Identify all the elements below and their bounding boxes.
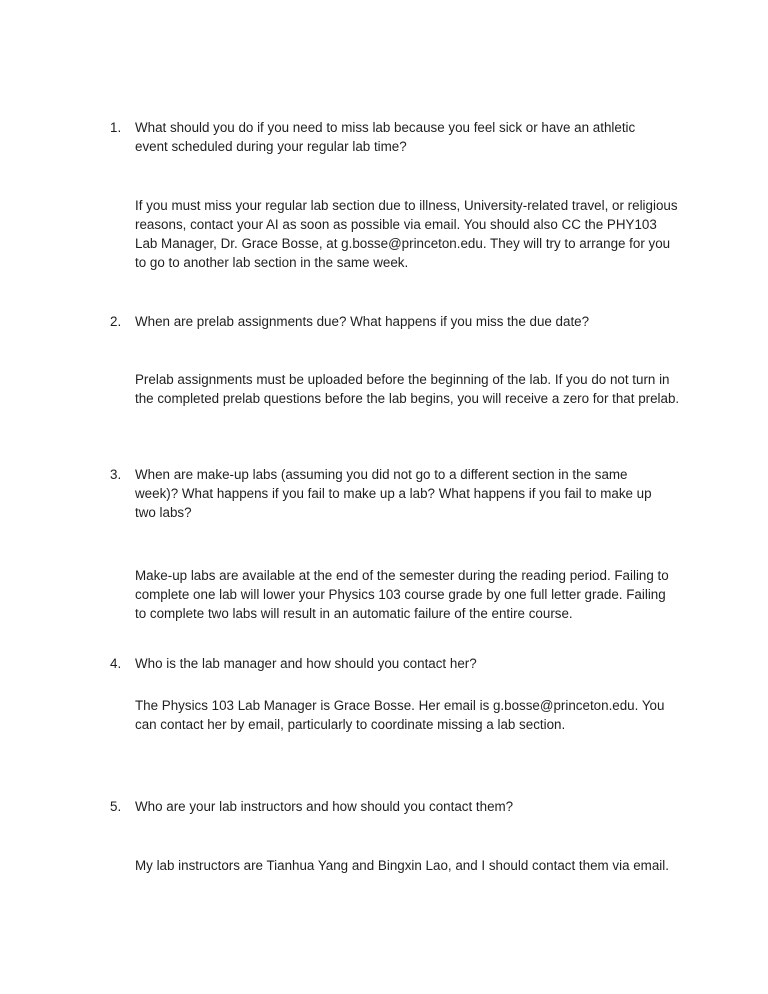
question-text: When are make-up labs (assuming you did not go to a different section in the same week)? What happens if you fail to make up a lab? What happens if you fail to make up two labs?	[135, 467, 652, 520]
question-number: 2.	[110, 314, 122, 329]
question-4	[110, 654, 670, 673]
question-text: What should you do if you need to miss lab because you feel sick or have an athletic event scheduled during your regular lab time?	[135, 120, 636, 154]
question-text: Who is the lab manager and how should you contact her?	[135, 656, 477, 671]
answer-5: My lab instructors are Tianhua Yang and Bingxin Lao, and I should contact them via email.	[135, 858, 669, 873]
answer-1: If you must miss your regular lab section due to illness, University-related travel, or religious reasons, contact your AI as soon as possible via email. You should also CC the PHY103 Lab Manager, Dr. Grace Bosse, at g.bosse@princeton.edu. They will try to arrange for you to go to another lab section in the same week.	[135, 198, 678, 270]
question-number: 1.	[110, 120, 122, 135]
question-5	[110, 797, 670, 816]
question-text: Who are your lab instructors and how should you contact them?	[135, 799, 514, 814]
question-number: 3.	[110, 467, 122, 482]
answer-2: Prelab assignments must be uploaded before the beginning of the lab. If you do not turn in the completed prelab questions before the lab begins, you will receive a zero for that prelab.	[135, 372, 680, 406]
question-2	[110, 312, 670, 331]
answer-4: The Physics 103 Lab Manager is Grace Bosse. Her email is g.bosse@princeton.edu. You can contact her by email, particularly to coordinate missing a lab section.	[135, 698, 665, 732]
question-3	[110, 465, 670, 522]
question-text: When are prelab assignments due? What happens if you miss the due date?	[135, 314, 590, 329]
question-number: 5.	[110, 799, 122, 814]
question-1	[110, 118, 670, 156]
question-number: 4.	[110, 656, 122, 671]
answer-3: Make-up labs are available at the end of the semester during the reading period. Failing to complete one lab will lower your Physics 103 course grade by one full letter grade. Failing to complete two labs will result in an automatic failure of the entire course.	[135, 568, 669, 621]
